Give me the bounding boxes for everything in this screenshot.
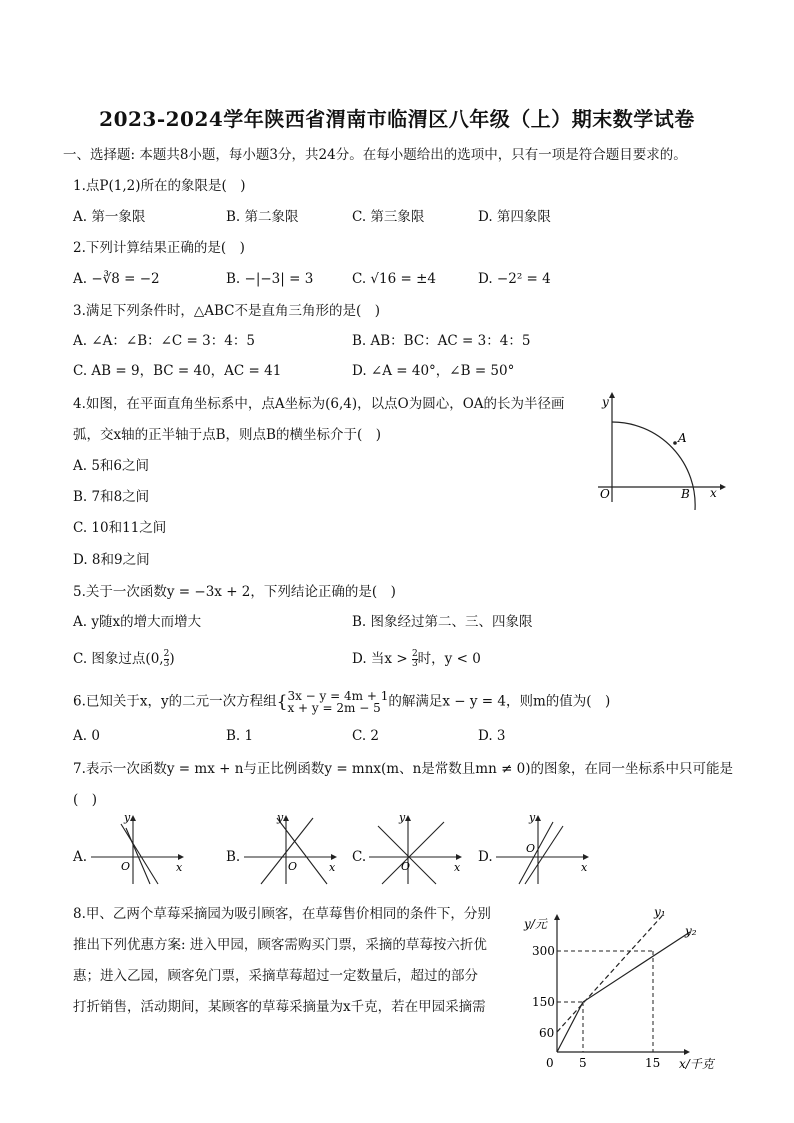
q5-option-c[interactable] bbox=[73, 650, 175, 669]
q7c-x-arrow-icon bbox=[456, 854, 462, 860]
question-3-stem: 3.满足下列条件时，△ABC不是直角三角形的是( ) bbox=[73, 303, 381, 319]
q7c-origin-label: O bbox=[401, 860, 411, 873]
q8-x-arrow-icon bbox=[684, 1049, 690, 1055]
q4-origin-label: O bbox=[600, 487, 610, 501]
q7d-line-2 bbox=[525, 826, 563, 884]
q6-equation-1: 3x − y = 4m + 1 bbox=[287, 689, 389, 703]
q8-x-axis-label: x/千克 bbox=[679, 1057, 714, 1071]
question-8-line1: 8.甲、乙两个草莓采摘园为吸引顾客，在草莓售价相同的条件下，分别 bbox=[73, 906, 491, 922]
q8-y-axis-label: y/元 bbox=[524, 917, 547, 931]
q5-option-d-tail: 时，y < 0 bbox=[417, 651, 481, 667]
q4-option-b[interactable]: B. 7和8之间 bbox=[73, 489, 150, 505]
q7a-x-arrow-icon bbox=[178, 854, 184, 860]
q7c-x-label: x bbox=[454, 861, 461, 874]
q8-line-y2 bbox=[557, 932, 690, 1052]
q8-xtick-5: 5 bbox=[579, 1056, 587, 1070]
q7c-line-2 bbox=[382, 822, 444, 884]
q6-option-a[interactable]: A. 0 bbox=[73, 728, 100, 744]
q7b-line-1 bbox=[277, 818, 327, 884]
q7d-y-label: y bbox=[529, 812, 536, 824]
q7-graph-a[interactable] bbox=[88, 812, 188, 887]
q4-option-c[interactable]: C. 10和11之间 bbox=[73, 520, 167, 536]
q7a-y-label: y bbox=[124, 812, 131, 824]
q8-xtick-0: 0 bbox=[546, 1056, 554, 1070]
q1-option-a[interactable]: A. 第一象限 bbox=[73, 209, 146, 225]
q4-option-a[interactable]: A. 5和6之间 bbox=[73, 458, 150, 474]
q7d-x-label: x bbox=[581, 861, 588, 874]
q7b-y-label: y bbox=[277, 812, 284, 824]
question-8-line3: 惠；进入乙园，顾客免门票，采摘草莓超过一定数量后，超过的部分 bbox=[73, 968, 478, 984]
q7a-origin-label: O bbox=[121, 860, 131, 873]
q4-b-label: B bbox=[681, 487, 690, 501]
q6-option-b[interactable]: B. 1 bbox=[226, 728, 254, 744]
q4-figure bbox=[590, 390, 730, 515]
q4-a-label: A bbox=[678, 431, 687, 445]
q7b-line-2 bbox=[261, 818, 313, 884]
q7-option-a-label[interactable]: A. bbox=[73, 849, 88, 865]
q4-point-a bbox=[673, 441, 677, 445]
q4-y-arrow-icon bbox=[609, 392, 615, 398]
q5-d-denominator: 3 bbox=[411, 659, 418, 669]
q7a-x-label: x bbox=[176, 861, 183, 874]
q8-ytick-300: 300 bbox=[532, 944, 555, 958]
q5-option-d-text: D. 当x > bbox=[352, 651, 412, 667]
question-8-line2: 推出下列优惠方案: 进入甲园，顾客需购买门票，采摘的草莓按六折优 bbox=[73, 937, 487, 953]
q8-y-arrow-icon bbox=[554, 914, 560, 920]
q7b-x-label: x bbox=[329, 861, 336, 874]
q7d-line-1 bbox=[519, 822, 553, 884]
q7c-y-label: y bbox=[399, 812, 406, 824]
q5-option-d[interactable] bbox=[352, 650, 481, 669]
q7b-x-arrow-icon bbox=[331, 854, 337, 860]
question-4-stem-line2: 弧，交x轴的正半轴于点B，则点B的横坐标介于( ) bbox=[73, 427, 381, 443]
q5-option-a[interactable]: A. y随x的增大而增大 bbox=[73, 614, 202, 630]
q7d-origin-label: O bbox=[526, 842, 536, 855]
q1-option-b[interactable]: B. 第二象限 bbox=[226, 209, 299, 225]
q8-chart bbox=[522, 900, 732, 1080]
q7-graph-c[interactable] bbox=[366, 812, 466, 887]
q6-equation-system bbox=[287, 690, 388, 714]
q1-option-d[interactable]: D. 第四象限 bbox=[478, 209, 551, 225]
q7d-x-arrow-icon bbox=[583, 854, 589, 860]
q7-graph-b[interactable] bbox=[241, 812, 341, 887]
q4-x-arrow-icon bbox=[720, 484, 726, 490]
q7-option-d-label[interactable]: D. bbox=[478, 849, 493, 865]
q8-line-y1 bbox=[557, 916, 662, 1032]
q7b-origin-label: O bbox=[288, 860, 298, 873]
question-6-stem bbox=[73, 690, 610, 714]
q5-c-numerator: 2 bbox=[163, 649, 170, 659]
question-4-stem-line1: 4.如图，在平面直角坐标系中，点A坐标为(6,4)，以点O为圆心，OA的长为半径画 bbox=[73, 396, 565, 412]
q7c-y-arrow-icon bbox=[405, 815, 411, 821]
q8-ytick-150: 150 bbox=[532, 995, 555, 1009]
q6-stem-b: 的解满足x − y = 4，则m的值为( ) bbox=[388, 693, 611, 710]
section-heading: 一、选择题: 本题共8小题，每小题3分，共24分。在每小题给出的选项中，只有一项是符合题目要求的。 bbox=[63, 147, 687, 163]
question-8-line4: 打折销售，活动期间，某顾客的草莓采摘量为x千克，若在甲园采摘需 bbox=[73, 999, 486, 1015]
q6-brace: { bbox=[276, 692, 288, 712]
q1-option-c[interactable]: C. 第三象限 bbox=[352, 209, 425, 225]
q2-option-a[interactable]: A. −∛8 = −2 bbox=[73, 271, 160, 287]
q3-option-a[interactable]: A. ∠A：∠B：∠C = 3：4：5 bbox=[73, 333, 255, 349]
q7-option-c-label[interactable]: C. bbox=[352, 849, 367, 865]
q3-option-c[interactable]: C. AB = 9，BC = 40，AC = 41 bbox=[73, 363, 282, 379]
q2-option-c[interactable]: C. √16 = ±4 bbox=[352, 271, 437, 287]
q5-option-b[interactable]: B. 图象经过第二、三、四象限 bbox=[352, 614, 533, 630]
q5-d-numerator: 2 bbox=[411, 649, 418, 659]
q8-ytick-60: 60 bbox=[539, 1026, 555, 1040]
q7-option-b-label[interactable]: B. bbox=[226, 849, 241, 865]
q7a-line-1 bbox=[121, 824, 158, 884]
q6-option-d[interactable]: D. 3 bbox=[478, 728, 506, 744]
question-2-stem: 2.下列计算结果正确的是( ) bbox=[73, 240, 245, 256]
q5-option-c-close: ) bbox=[169, 651, 175, 667]
q6-stem-a: 6.已知关于x，y的二元一次方程组 bbox=[73, 693, 277, 710]
q7a-y-arrow-icon bbox=[130, 815, 136, 821]
q3-option-b[interactable]: B. AB：BC：AC = 3：4：5 bbox=[352, 333, 531, 349]
question-1-stem: 1.点P(1,2)所在的象限是( ) bbox=[73, 178, 246, 194]
q3-option-d[interactable]: D. ∠A = 40°，∠B = 50° bbox=[352, 363, 515, 379]
q7d-y-arrow-icon bbox=[535, 815, 541, 821]
q5-option-c-text: C. 图象过点(0, bbox=[73, 651, 164, 667]
q5-c-denominator: 3 bbox=[163, 659, 170, 669]
q6-option-c[interactable]: C. 2 bbox=[352, 728, 380, 744]
q4-x-label: x bbox=[710, 486, 717, 500]
question-5-stem: 5.关于一次函数y = −3x + 2，下列结论正确的是( ) bbox=[73, 584, 396, 600]
page-title: 2023-2024学年陕西省渭南市临渭区八年级（上）期末数学试卷 bbox=[99, 107, 695, 131]
q8-xtick-15: 15 bbox=[645, 1056, 661, 1070]
q7-graph-d[interactable] bbox=[493, 812, 593, 887]
q7c-line-1 bbox=[378, 826, 436, 884]
q4-option-d[interactable]: D. 8和9之间 bbox=[73, 552, 150, 568]
q8-y1-label: y₁ bbox=[654, 905, 666, 919]
q4-y-label: y bbox=[602, 395, 609, 409]
q2-option-d[interactable]: D. −2² = 4 bbox=[478, 271, 551, 287]
q2-option-b[interactable]: B. −|−3| = 3 bbox=[226, 271, 314, 287]
q6-equation-2: x + y = 2m − 5 bbox=[287, 701, 381, 715]
question-7-stem: 7.表示一次函数y = mx + n与正比例函数y = mnx(m、n是常数且mn ≠ 0)的图象，在同一坐标系中只可能是 bbox=[73, 761, 734, 777]
q7b-y-arrow-icon bbox=[283, 815, 289, 821]
q8-y2-label: y₂ bbox=[685, 924, 697, 938]
q7a-line-2 bbox=[126, 828, 150, 884]
question-7-stem-line2: ( ) bbox=[73, 792, 98, 808]
